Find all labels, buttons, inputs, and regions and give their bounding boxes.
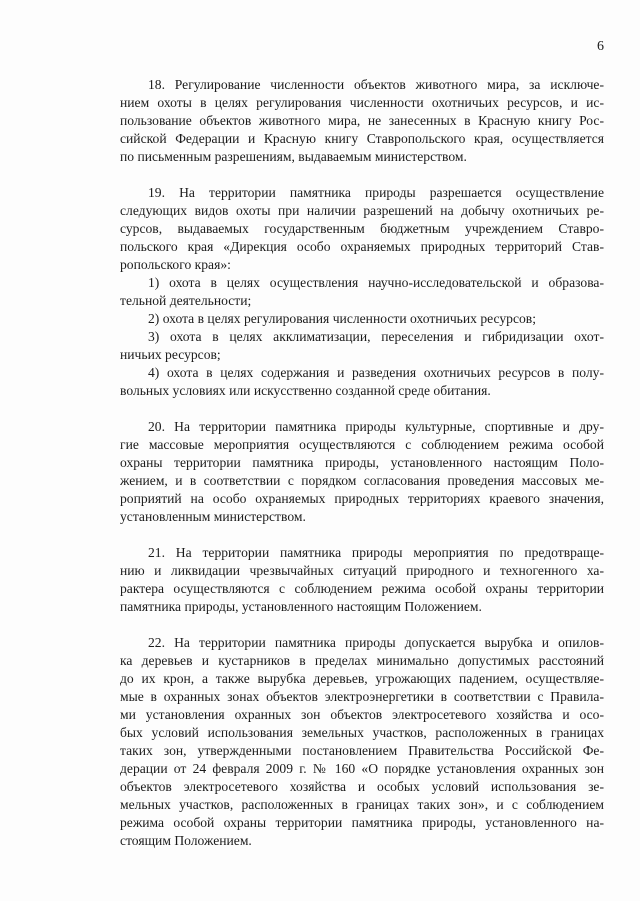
- text-line: 19. На территории памятника природы разрешается осуществление: [148, 185, 604, 200]
- text-line: жением, и в соответствии с порядком согласования проведения массовых ме-: [120, 473, 604, 488]
- text-line: ка деревьев и кустарников в пределах минимально допустимых расстояний: [120, 653, 604, 668]
- text-line: режима особой охраны территории памятника природы, установленного на-: [120, 815, 604, 830]
- text-line: польского края «Дирекция особо охраняемых природных территорий Став-: [120, 239, 604, 254]
- text-line: нию и ликвидации чрезвычайных ситуаций природного и техногенного ха-: [120, 563, 604, 578]
- text-line: 22. На территории памятника природы допускается вырубка и опилов-: [148, 635, 604, 650]
- text-line: гие массовые мероприятия осуществляются с соблюдением режима особой: [120, 437, 604, 452]
- text-line: ропольского края»:: [120, 257, 231, 272]
- text-line: нием охоты в целях регулирования численности охотничьих ресурсов, и ис-: [120, 95, 604, 110]
- text-line: дерации от 24 февраля 2009 г. № 160 «О порядке установления охранных зон: [120, 761, 604, 776]
- text-line: тельной деятельности;: [120, 293, 252, 308]
- text-line: памятника природы, установленного настоящим Положением.: [120, 599, 482, 614]
- text-line: роприятий на особо охраняемых природных территориях краевого значения,: [120, 491, 604, 506]
- text-line: пользование объектов животного мира, не занесенных в Красную книгу Рос-: [120, 113, 604, 128]
- text-line: стоящим Положением.: [120, 833, 252, 848]
- text-line: установленным министерством.: [120, 509, 306, 524]
- text-line: рактера осуществляются с соблюдением режима особой охраны территории: [120, 581, 604, 596]
- text-line: ми установления охранных зон объектов электросетевого хозяйства и осо-: [120, 707, 604, 722]
- text-line: мельных участков, расположенных в границах таких зон», и с соблюдением: [120, 797, 604, 812]
- text-line: 18. Регулирование численности объектов животного мира, за исключе-: [148, 77, 604, 92]
- text-line: таких зон, утвержденными постановлением Правительства Российской Фе-: [120, 743, 604, 758]
- text-line: сийской Федерации и Красную книгу Ставропольского края, осуществляется: [120, 131, 604, 146]
- text-line: бых условий использования земельных участков, расположенных в границах: [120, 725, 604, 740]
- text-line: следующих видов охоты при наличии разрешений на добычу охотничьих ре-: [120, 203, 604, 218]
- text-line: вольных условиях или искусственно созданной среде обитания.: [120, 383, 491, 398]
- text-line: по письменным разрешениям, выдаваемым министерством.: [120, 149, 467, 164]
- text-line: ничьих ресурсов;: [120, 347, 221, 362]
- text-line: мые в охранных зонах объектов электроэнергетики в соответствии с Правила-: [120, 689, 604, 704]
- text-line: 2) охота в целях регулирования численности охотничьих ресурсов;: [148, 311, 536, 326]
- page-number: 6: [597, 39, 604, 54]
- text-line: 4) охота в целях содержания и разведения охотничьих ресурсов в полу-: [148, 365, 604, 380]
- text-line: 21. На территории памятника природы мероприятия по предотвраще-: [148, 545, 604, 560]
- text-line: охраны территории памятника природы, установленного настоящим Поло-: [120, 455, 604, 470]
- text-line: 1) охота в целях осуществления научно-исследовательской и образова-: [148, 275, 604, 290]
- text-line: 20. На территории памятника природы культурные, спортивные и дру-: [148, 419, 604, 434]
- text-line: объектов электросетевого хозяйства и особых условий использования зе-: [120, 779, 604, 794]
- text-line: сурсов, выдаваемых государственным бюджетным учреждением Ставро-: [120, 221, 604, 236]
- text-line: до их крон, а также вырубка деревьев, угрожающих падением, осуществляе-: [120, 671, 604, 686]
- text-line: 3) охота в целях акклиматизации, переселения и гибридизации охот-: [148, 329, 604, 344]
